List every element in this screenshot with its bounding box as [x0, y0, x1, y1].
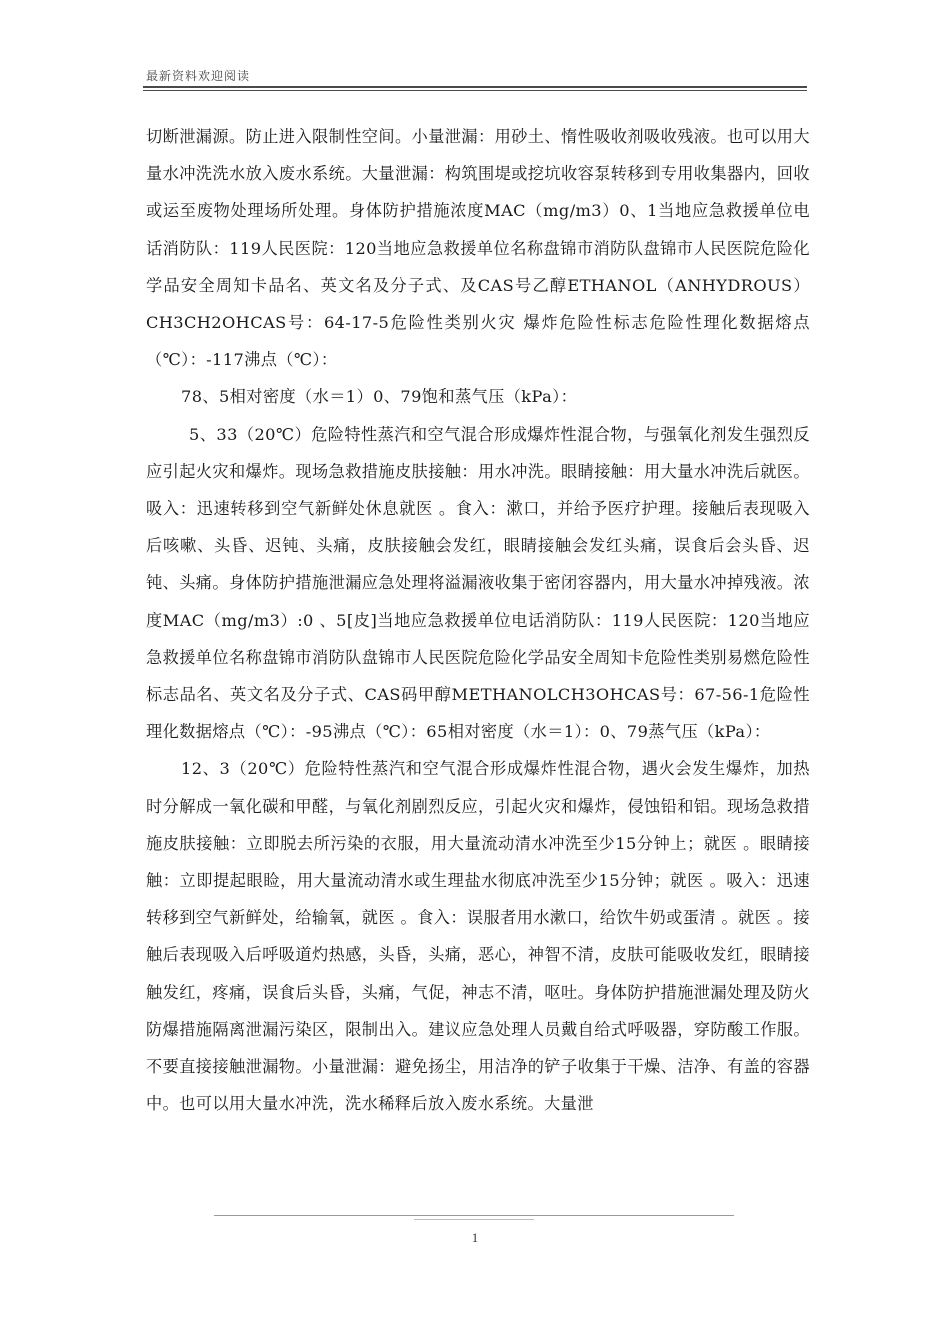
- footer-divider: [214, 1215, 734, 1216]
- footer-divider-short: [414, 1219, 534, 1220]
- paragraph: 78、5相对密度（水＝1）0、79饱和蒸气压（kPa）：: [181, 387, 578, 407]
- document-body: [146, 118, 810, 1122]
- paragraph: 12、3（20℃）危险特性蒸汽和空气混合形成爆炸性混合物，遇火会发生爆炸，加热时分解成一氧化碳和甲醛，与氧化剂剧烈反应，引起火灾和爆炸，侵蚀铅和铝。现场急救措施皮肤接触：立即脱去所污染的衣服，用大量流动清水冲洗至少15分钟上；就医 。眼睛接触：立即提起眼睑，用大量流动清水或生理盐水彻底冲洗至少15分钟；就医 。吸入：迅速转移到空气新鲜处，给输氧，就医 。食入：误服者用水漱口，给饮牛奶或蛋清 。就医 。接触后表现吸入后呼吸道灼热感，头昏，头痛，恶心，神智不清，皮肤可能吸收发红，眼睛接触发红，疼痛，误食后头昏，头痛，气促，神志不清，呕吐。身体防护措施泄漏处理及防火防爆措施隔离泄漏污染区，限制出入。建议应急处理人员戴自给式呼吸器，穿防酸工作服。不要直接接触泄漏物。小量泄漏：避免扬尘，用洁净的铲子收集于干燥、洁净、有盖的容器中。也可以用大量水冲洗，洗水稀释后放入废水系统。大量泄: [146, 759, 810, 1114]
- page-number: 1: [471, 1230, 479, 1245]
- paragraph: 切断泄漏源。防止进入限制性空间。小量泄漏：用砂土、惰性吸收剂吸收残液。也可以用大量水冲洗洗水放入废水系统。大量泄漏：构筑围堤或挖坑收容泵转移到专用收集器内，回收或运至废物处理场所处理。身体防护措施浓度MAC（mg/m3）0、1当地应急救援单位电话消防队：119人民医院：120当地应急救援单位名称盘锦市消防队盘锦市人民医院危险化学品安全周知卡品名、英文名及分子式、及CAS号乙醇ETHANOL（ANHYDROUS）CH3CH2OHCAS号：64-17-5危险性类别火灾 爆炸危险性标志危险性理化数据熔点（℃）：-117沸点（℃）：: [146, 127, 810, 370]
- header-divider: [143, 86, 807, 91]
- page-header-title: 最新资料欢迎阅读: [146, 69, 251, 83]
- paragraph: 5、33（20℃）危险特性蒸汽和空气混合形成爆炸性混合物，与强氧化剂发生强烈反应引起火灾和爆炸。现场急救措施皮肤接触：用水冲洗。眼睛接触：用大量水冲洗后就医。吸入：迅速转移到空气新鲜处休息就医 。食入：漱口，并给予医疗护理。接触后表现吸入后咳嗽、头昏、迟钝、头痛，皮肤接触会发红，眼睛接触会发红头痛，误食后会头昏、迟钝、头痛。身体防护措施泄漏应急处理将溢漏液收集于密闭容器内，用大量水冲掉残液。浓度MAC（mg/m3）:0 、5[皮]当地应急救援单位电话消防队：119人民医院：120当地应急救援单位名称盘锦市消防队盘锦市人民医院危险化学品安全周知卡危险性类别易燃危险性标志品名、英文名及分子式、CAS码甲醇METHANOLCH3OHCAS号：67-56-1危险性理化数据熔点（℃）：-95沸点（℃）：65相对密度（水＝1）：0、79蒸气压（kPa）：: [146, 424, 810, 742]
